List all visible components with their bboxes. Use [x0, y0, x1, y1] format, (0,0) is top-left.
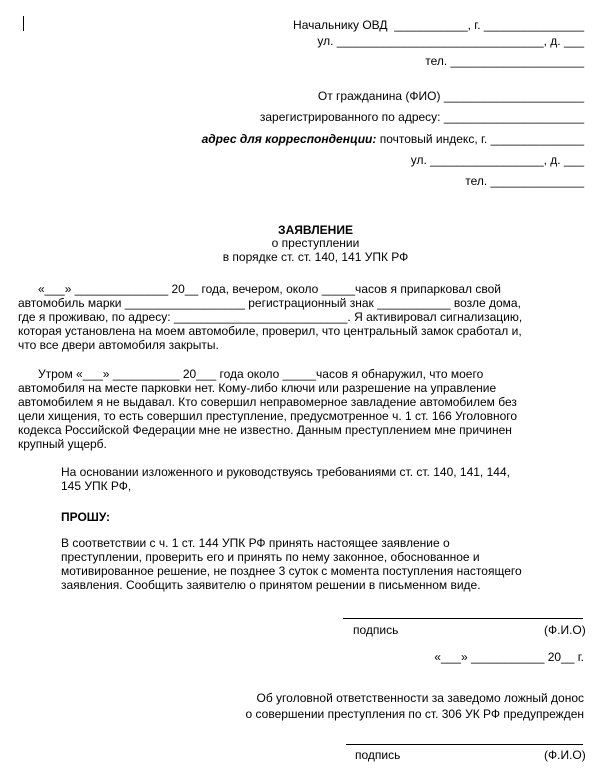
header-line-registered: зарегистрированного по адресу: _____________________ [259, 110, 584, 124]
paragraph-line: заявления. Сообщить заявителю о принятом решении в письменном виде. [61, 578, 481, 592]
paragraph-line: 145 УПК РФ, [61, 479, 132, 493]
signature-line [343, 618, 583, 619]
paragraph-parking [18, 282, 548, 352]
document-title: ЗАЯВЛЕНИЕ [278, 223, 353, 237]
request-heading: ПРОШУ: [61, 510, 111, 524]
paragraph-line: мотивированное решение, не позднее 3 суток с момента поступления настоящего [61, 564, 522, 578]
paragraph-line: В соответствии с ч. 1 ст. 144 УПК РФ принять настоящее заявление о [61, 536, 450, 550]
document-subtitle: о преступлении [271, 236, 360, 250]
fio-label: (Ф.И.О) [544, 748, 586, 762]
paragraph-line: крупный ущерб. [18, 437, 107, 451]
paragraph-basis [61, 465, 591, 493]
header-line-corr-street: ул. _________________, д. ___ [410, 153, 584, 167]
header-line-phone: тел. ____________________ [425, 54, 584, 68]
paragraph-line: которая установлена на моем автомобиле, проверил, что центральный замок сработал и, [18, 324, 522, 338]
fio-label: (Ф.И.О) [544, 623, 586, 637]
paragraph-line: автомобилем я не выдавал. Кто совершил неправомерное завладение автомобилем без [18, 395, 517, 409]
signature-label: подпись [355, 748, 401, 762]
paragraph-line: кодекса Российской Федерации мне не известно. Данным преступлением мне причинен [18, 423, 512, 437]
paragraph-line: что все двери автомобиля закрыты. [18, 338, 219, 352]
paragraph-line: автомобиль марки __________________ регистрационный знак ___________ возле дома, [18, 296, 521, 310]
signature-label: подпись [353, 623, 399, 637]
correspondence-label: адрес для корреспонденции: [201, 132, 377, 146]
paragraph-line: преступлении, проверить его и принять по нему законное, обоснованное и [61, 550, 480, 564]
document-subtitle-basis: в порядке ст. ст. 140, 141 УПК РФ [222, 250, 409, 264]
paragraph-line: автомобиля на месте парковки нет. Кому-либо ключи или разрешение на управление [18, 381, 497, 395]
warning-line-2: о совершении преступления по ст. 306 УК РФ предупрежден [245, 707, 584, 721]
text-cursor [23, 16, 24, 31]
header-line-correspondence [202, 132, 584, 146]
paragraph-line: «___» ______________ 20__ года, вечером, около _____часов я припарковал свой [18, 282, 501, 296]
paragraph-line: цели хищения, то есть совершил преступление, предусмотренное ч. 1 ст. 166 Уголовного [18, 409, 518, 423]
header-line-corr-phone: тел. ______________ [465, 174, 584, 188]
correspondence-postal: почтовый индекс, г. ______________ [376, 132, 584, 146]
signature-line [346, 744, 583, 745]
paragraph-discovery [18, 367, 548, 451]
date-line: «___» ___________ 20__ г. [434, 650, 584, 664]
header-line-fio: От гражданина (ФИО) _____________________ [317, 89, 584, 103]
paragraph-line: где я проживаю, по адресу: __________________________. Я активировал сигнализацию, [18, 310, 523, 324]
header-line-ovd: Начальнику ОВД ___________, г. _______________ [293, 18, 584, 32]
paragraph-line: На основании изложенного и руководствуясь требованиями ст. ст. 140, 141, 144, [61, 465, 510, 479]
warning-line-1: Об уголовной ответственности за заведомо ложный донос [256, 691, 584, 705]
header-line-street: ул. _______________________________, д. ___ [317, 34, 584, 48]
paragraph-line: Утром «___» __________ 20___ года около _____часов я обнаружил, что моего [18, 367, 484, 381]
paragraph-request [61, 536, 591, 592]
